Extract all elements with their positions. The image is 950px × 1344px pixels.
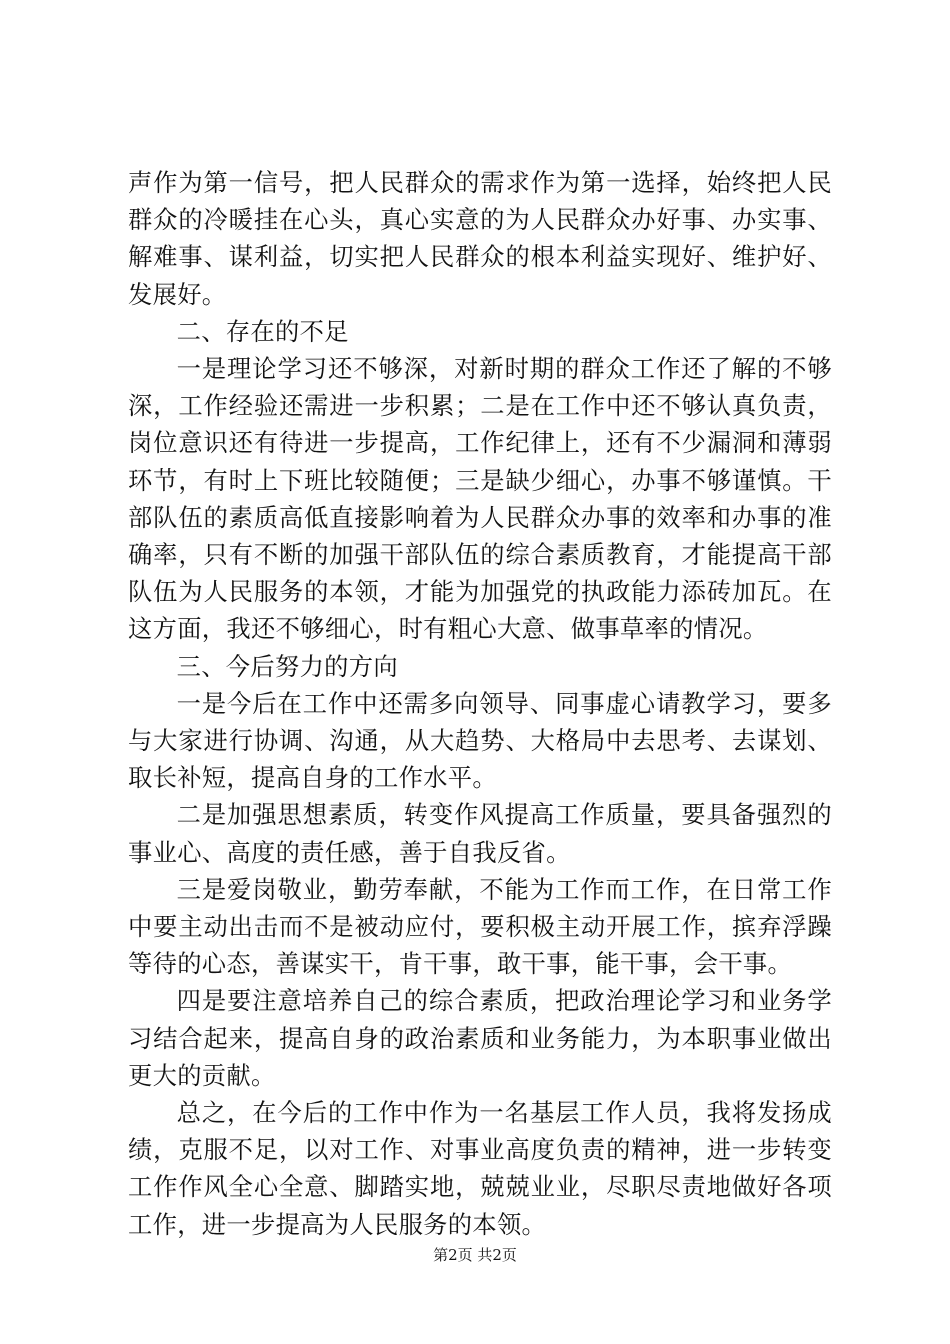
paragraph-point-four: 四是要注意培养自己的综合素质，把政治理论学习和业务学习结合起来，提高自身的政治素质和业务能力，为本职事业做出更大的贡献。 xyxy=(128,986,832,1090)
section-heading-shortcomings: 二、存在的不足 xyxy=(176,316,349,346)
paragraph-continued: 声作为第一信号，把人民群众的需求作为第一选择，始终把人民群众的冷暖挂在心头，真心实意的为人民群众办好事、办实事、解难事、谋利益，切实把人民群众的根本利益实现好、维护好、发展好。 xyxy=(128,168,832,309)
page-number-footer: 第2页 共2页 xyxy=(433,1246,517,1264)
document-body xyxy=(128,164,832,1243)
paragraph-point-three: 三是爱岗敬业，勤劳奉献，不能为工作而工作，在日常工作中要主动出击而不是被动应付，要积极主动开展工作，摈弃浮躁等待的心态，善谋实干，肯干事，敢干事，能干事，会干事。 xyxy=(128,874,832,979)
paragraph-point-one: 一是今后在工作中还需多向领导、同事虚心请教学习，要多与大家进行协调、沟通，从大趋势、大格局中去思考、去谋划、取长补短，提高自身的工作水平。 xyxy=(128,688,832,793)
paragraph-shortcomings: 一是理论学习还不够深，对新时期的群众工作还了解的不够深，工作经验还需进一步积累；二是在工作中还不够认真负责，岗位意识还有待进一步提高，工作纪律上，还有不少漏洞和薄弱环节，有时上下班比较随便；三是缺少细心，办事不够谨慎。干部队伍的素质高低直接影响着为人民群众办事的效率和办事的准确率，只有不断的加强干部队伍的综合素质教育，才能提高干部队伍为人民服务的本领，才能为加强党的执政能力添砖加瓦。在这方面，我还不够细心，时有粗心大意、做事草率的情况。 xyxy=(128,354,832,644)
section-heading-future-direction: 三、今后努力的方向 xyxy=(176,651,398,681)
paragraph-conclusion: 总之，在今后的工作中作为一名基层工作人员，我将发扬成绩，克服不足，以对工作、对事业高度负责的精神，进一步转变工作作风全心全意、脚踏实地，兢兢业业，尽职尽责地做好各项工作，进一步提高为人民服务的本领。 xyxy=(128,1098,832,1239)
paragraph-point-two: 二是加强思想素质，转变作风提高工作质量，要具备强烈的事业心、高度的责任感，善于自我反省。 xyxy=(128,800,832,867)
